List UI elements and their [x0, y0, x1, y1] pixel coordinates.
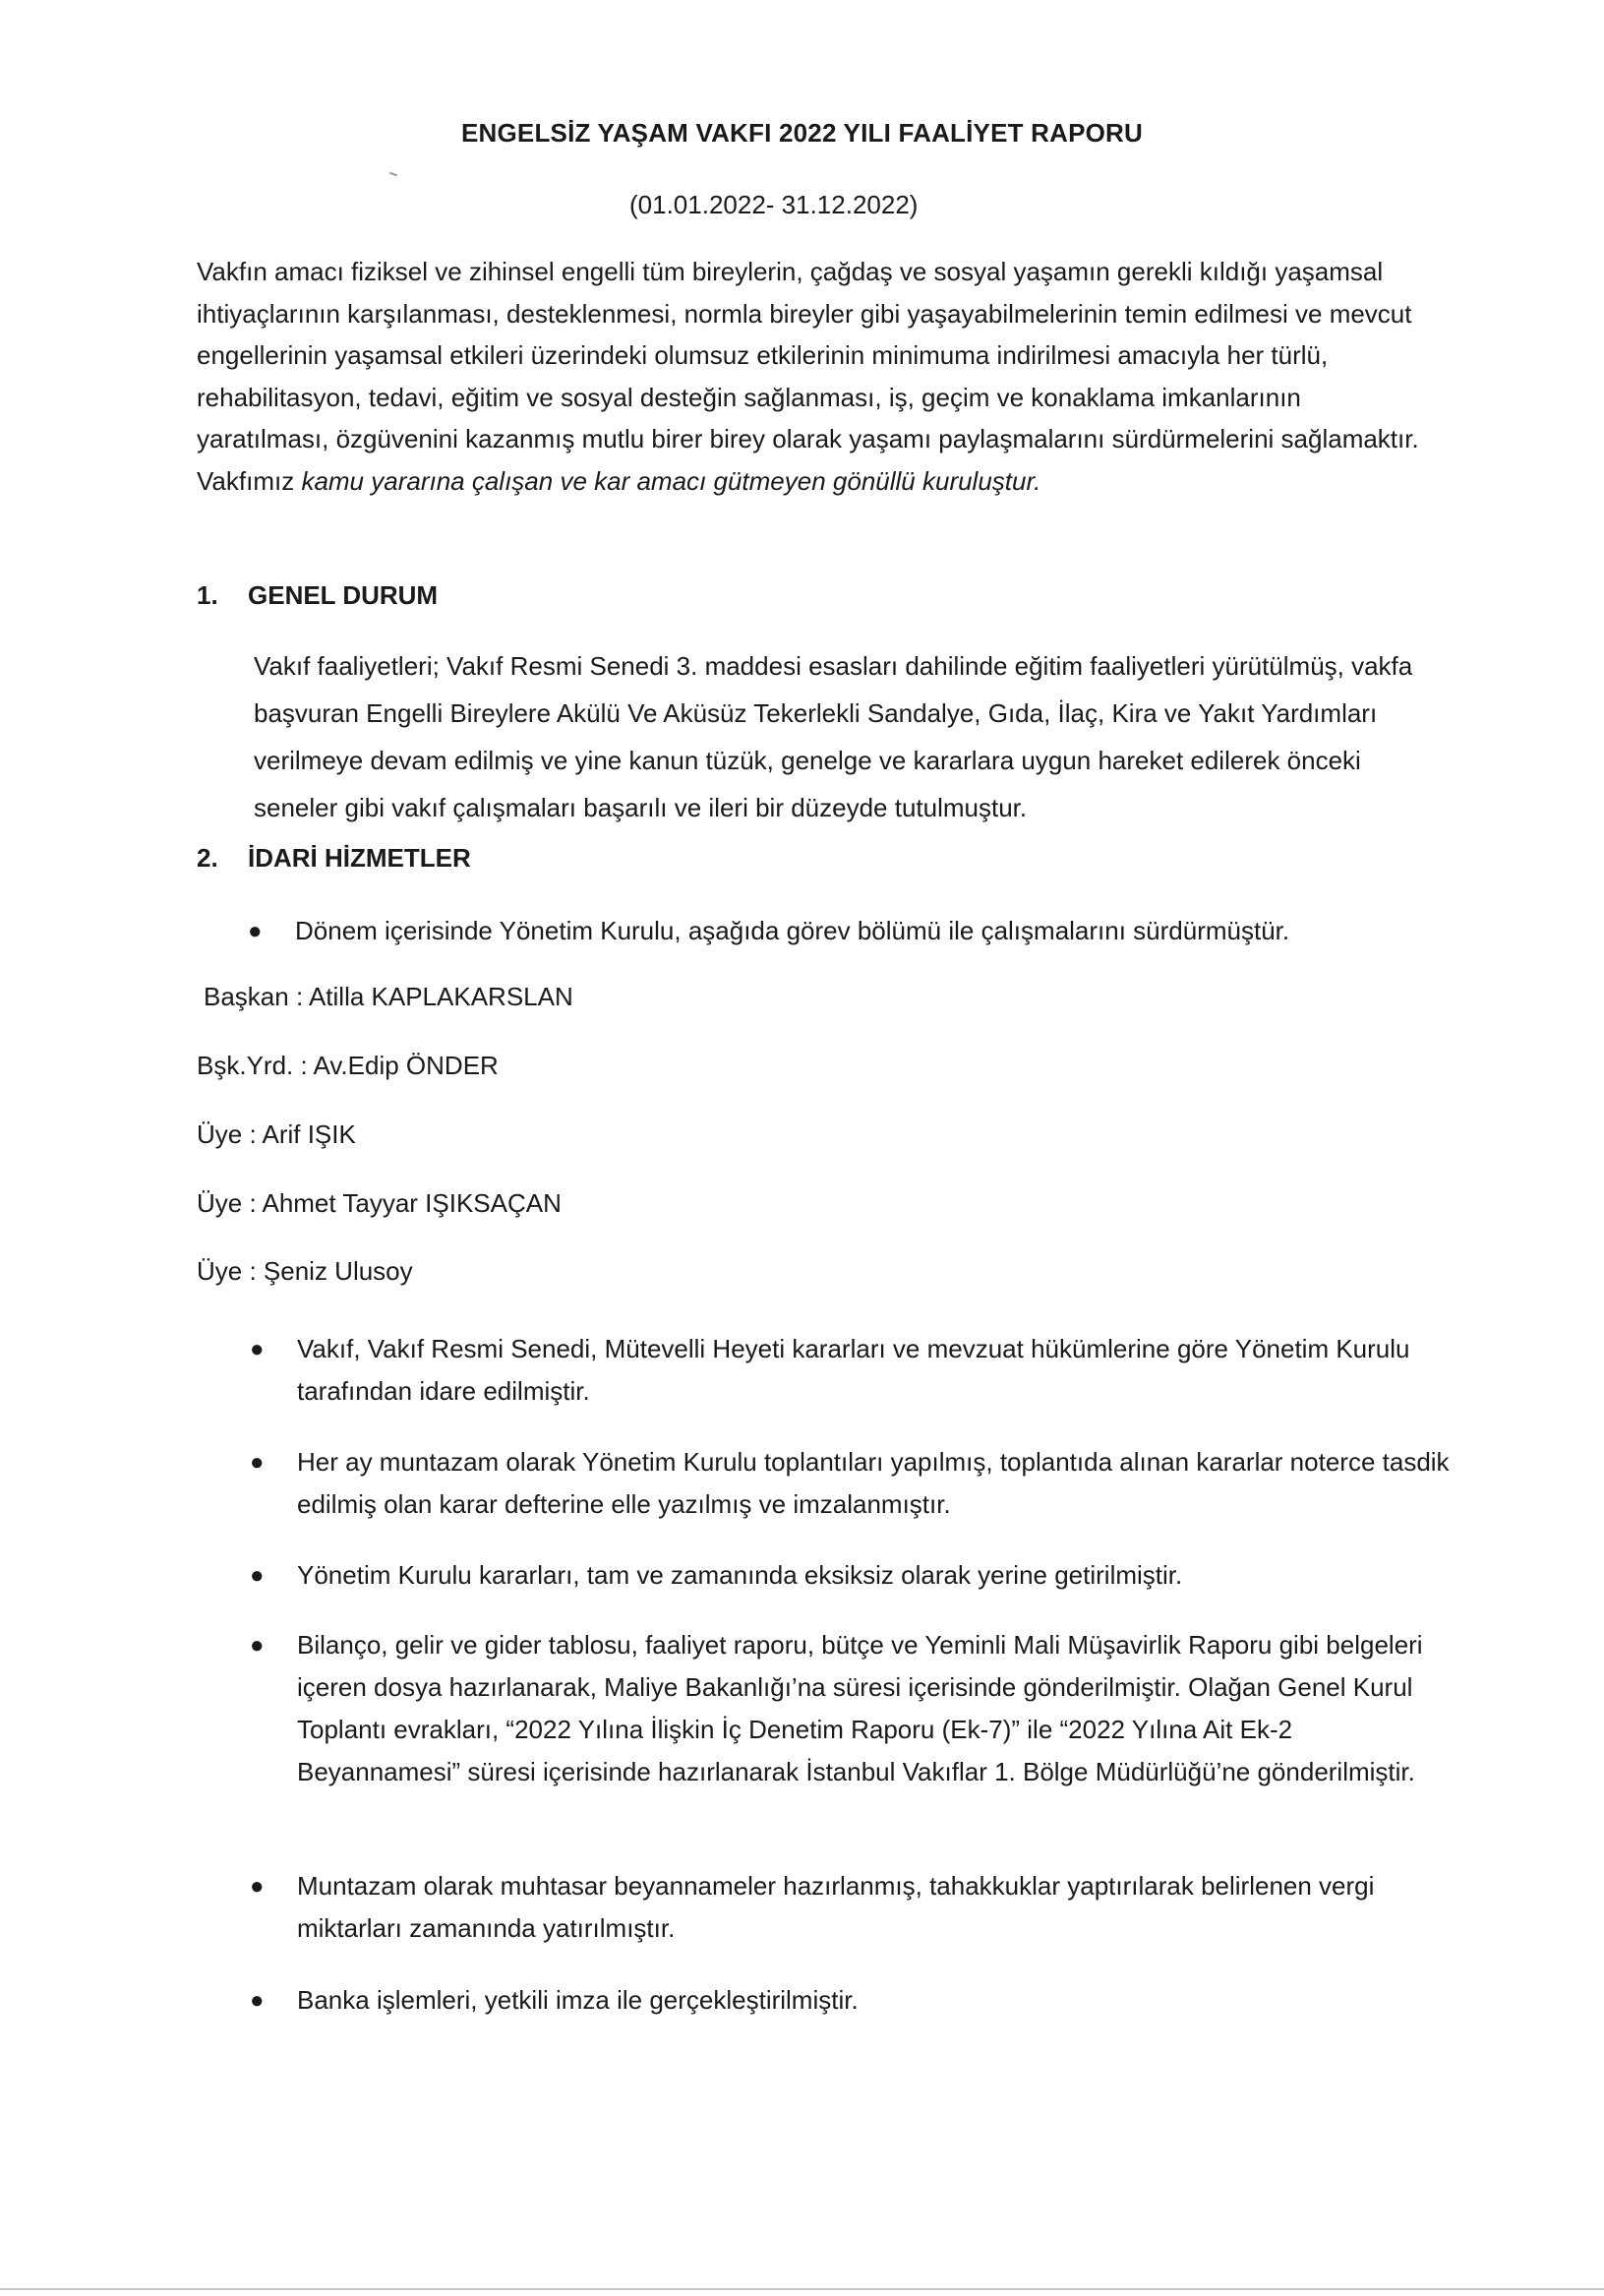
- bullet-text: Bilanço, gelir ve gider tablosu, faaliyet raporu, bütçe ve Yeminli Mali Müşavirlik Raporu gibi belgeleri içeren dosya hazırlanarak, Maliye Bakanlığı’na süresi içerisinde gönderilmiştir. Olağan Genel Kurul Toplantı evrakları, “2022 Yılına İlişkin İç Denetim Raporu (Ek-7)” ile “2022 Yılına Ait Ek-2 Beyannamesi” süresi içerisinde hazırlanarak İstanbul Vakıflar 1. Bölge Müdürlüğü’ne gönderilmiştir.: [297, 1630, 1423, 1786]
- bullet-icon: ●: [250, 1336, 265, 1362]
- bullet-board-intro: [248, 910, 1448, 952]
- bullet-decisions: [250, 1554, 1450, 1597]
- bullet-financial-reports: [250, 1624, 1450, 1793]
- board-member-vice-president: Bşk.Yrd. : Av.Edip ÖNDER: [197, 1051, 499, 1080]
- bullet-text: Dönem içerisinde Yönetim Kurulu, aşağıda görev bölümü ile çalışmalarını sürdürmüştür.: [295, 916, 1290, 945]
- section-1-paragraph: Vakıf faaliyetleri; Vakıf Resmi Senedi 3. maddesi esasları dahilinde eğitim faaliyetleri yürütülmüş, vakfa başvuran Engelli Bireylere Akülü Ve Aküsüz Tekerlekli Sandalye, Gıda, İlaç, Kira ve Yakıt Yardımları verilmeye devam edilmiş ve yine kanun tüzük, genelge ve kararlara uygun hareket edilerek önceki seneler gibi vakıf çalışmaları başarılı ve ileri bir düzeyde tutulmuştur.: [254, 651, 1413, 822]
- section-2-number: 2.: [197, 843, 218, 873]
- section-1-number: 1.: [197, 580, 218, 610]
- bullet-text: Muntazam olarak muhtasar beyannameler hazırlanmış, tahakkuklar yaptırılarak belirlenen vergi miktarları zamanında yatırılmıştır.: [297, 1871, 1375, 1943]
- bullet-text: Vakıf, Vakıf Resmi Senedi, Mütevelli Heyeti kararları ve mevzuat hükümlerine göre Yönetim Kurulu tarafından idare edilmiştir.: [297, 1334, 1410, 1406]
- intro-paragraph: [197, 251, 1426, 502]
- bullet-icon: ●: [250, 1449, 265, 1476]
- bullet-icon: ●: [250, 1632, 265, 1659]
- section-1-heading: [197, 580, 438, 611]
- bullet-icon: ●: [248, 918, 263, 944]
- section-1-title: GENEL DURUM: [248, 580, 439, 610]
- bullet-meetings: [250, 1441, 1450, 1526]
- section-2-heading: [197, 843, 471, 874]
- bullet-tax-returns: [250, 1865, 1450, 1950]
- report-period: (01.01.2022- 31.12.2022): [629, 190, 919, 219]
- bullet-icon: ●: [250, 1562, 265, 1589]
- page-bottom-edge: [0, 2288, 1604, 2290]
- bullet-text: Banka işlemleri, yetkili imza ile gerçekleştirilmiştir.: [297, 1985, 859, 2015]
- board-member-2: Üye : Ahmet Tayyar IŞIKSAÇAN: [197, 1188, 562, 1218]
- board-member-1: Üye : Arif IŞIK: [197, 1119, 356, 1149]
- section-2-title: İDARİ HİZMETLER: [248, 843, 471, 873]
- bullet-text: Her ay muntazam olarak Yönetim Kurulu toplantıları yapılmış, toplantıda alınan kararlar noterce tasdik edilmiş olan karar defterine elle yazılmış ve imzalanmıştır.: [297, 1447, 1450, 1519]
- bullet-icon: ●: [250, 1987, 265, 2014]
- report-title: ENGELSİZ YAŞAM VAKFI 2022 YILI FAALİYET RAPORU: [460, 118, 1144, 148]
- bullet-governance: [250, 1328, 1450, 1413]
- board-member-president: Başkan : Atilla KAPLAKARSLAN: [204, 982, 573, 1011]
- intro-italic-text: kamu yararına çalışan ve kar amacı gütmeyen gönüllü kuruluştur.: [301, 465, 1041, 496]
- bullet-icon: ●: [250, 1873, 265, 1900]
- scan-mark: [389, 172, 397, 177]
- bullet-banking: [250, 1979, 1450, 2022]
- board-member-3: Üye : Şeniz Ulusoy: [197, 1256, 413, 1286]
- bullet-text: Yönetim Kurulu kararları, tam ve zamanında eksiksiz olarak yerine getirilmiştir.: [297, 1560, 1183, 1590]
- intro-text: Vakfın amacı fiziksel ve zihinsel engelli tüm bireylerin, çağdaş ve sosyal yaşamın gerekli kıldığı yaşamsal ihtiyaçlarının karşılanması, desteklenmesi, normla bireyler gibi yaşayabilmelerinin temin edilmesi ve mevcut engellerinin yaşamsal etkileri üzerindeki olumsuz etkilerinin minimuma indirilmesi amacıyla her türlü, rehabilitasyon, tedavi, eğitim ve sosyal desteğin sağlanması, iş, geçim ve konaklama imkanlarının yaratılması, özgüvenini kazanmış mutlu birer birey olarak yaşamı paylaşmalarını sürdürmelerini sağlamaktır. Vakfımız: [197, 257, 1419, 496]
